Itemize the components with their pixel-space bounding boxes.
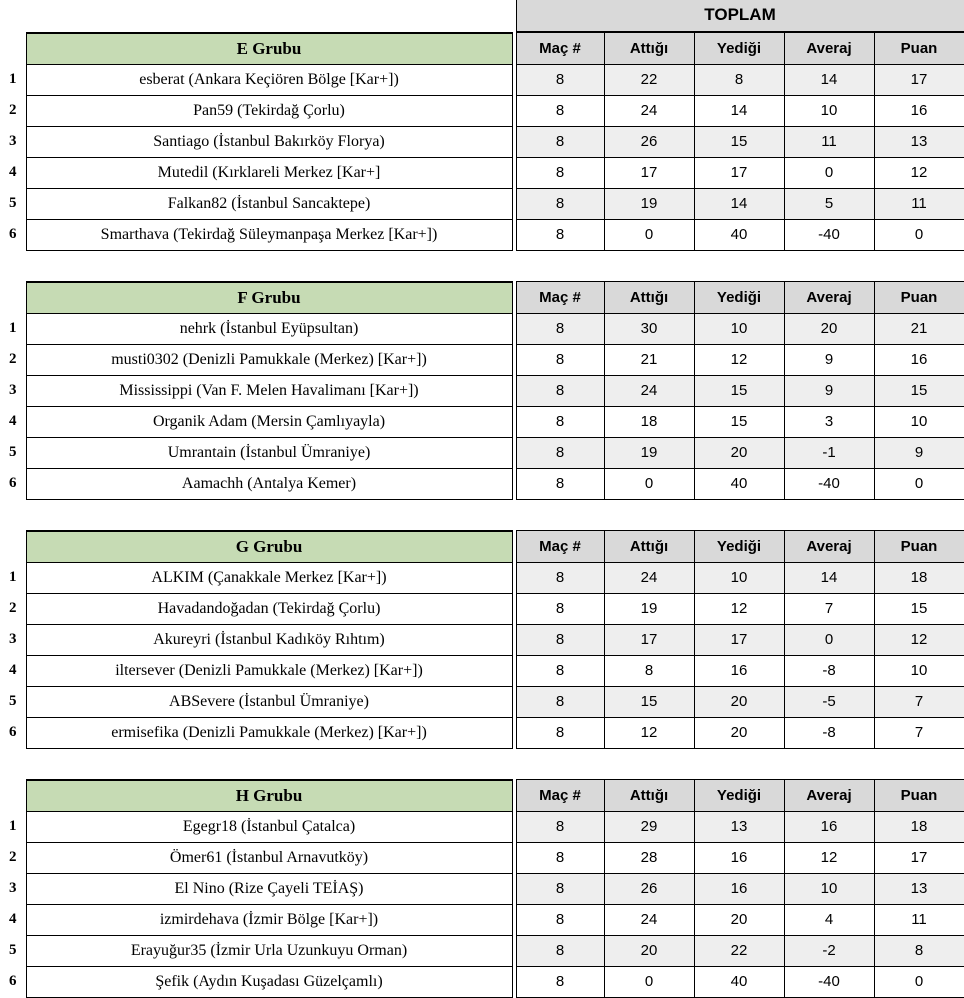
yedigi-cell: 20 — [694, 437, 784, 468]
rank-cell: 1 — [9, 71, 17, 87]
attigi-cell: 21 — [604, 344, 694, 375]
rank-cell: 2 — [9, 351, 17, 367]
team-cell: Aamachh (Antalya Kemer) — [26, 468, 512, 499]
mac-cell: 8 — [516, 406, 604, 437]
yedigi-cell: 12 — [694, 593, 784, 624]
yedigi-cell: 10 — [694, 562, 784, 593]
toplam-header-table — [0, 0, 964, 32]
team-cell: Ömer61 (İstanbul Arnavutköy) — [26, 842, 512, 873]
yedigi-cell: 8 — [694, 64, 784, 95]
empty-cell — [26, 0, 512, 31]
mac-cell: 8 — [516, 468, 604, 499]
rank-cell: 5 — [9, 195, 17, 211]
spacer-row — [0, 748, 964, 779]
table-row — [0, 655, 964, 686]
attigi-cell: 8 — [604, 655, 694, 686]
yedigi-cell: 14 — [694, 188, 784, 219]
empty-cell — [0, 499, 26, 530]
attigi-cell: 29 — [604, 811, 694, 842]
rank-cell: 5 — [9, 444, 17, 460]
team-cell: El Nino (Rize Çayeli TEİAŞ) — [26, 873, 512, 904]
team-cell: Şefik (Aydın Kuşadası Güzelçamlı) — [26, 966, 512, 997]
averaj-cell: -40 — [784, 966, 874, 997]
mac-cell: 8 — [516, 95, 604, 126]
team-cell: Erayuğur35 (İzmir Urla Uzunkuyu Orman) — [26, 935, 512, 966]
yedigi-cell: 40 — [694, 468, 784, 499]
mac-cell: 8 — [516, 935, 604, 966]
table-row — [0, 468, 964, 499]
table-row — [0, 344, 964, 375]
averaj-cell: -5 — [784, 686, 874, 717]
puan-cell: 13 — [874, 873, 964, 904]
empty-cell — [26, 748, 512, 779]
group-name: E Grubu — [26, 33, 512, 65]
rank-cell: 3 — [9, 382, 17, 398]
table-row — [0, 935, 964, 966]
mac-cell: 8 — [516, 811, 604, 842]
mac-cell: 8 — [516, 344, 604, 375]
table-row — [0, 686, 964, 717]
group-name: H Grubu — [26, 780, 512, 812]
yedigi-cell: 40 — [694, 966, 784, 997]
rank-cell: 2 — [9, 849, 17, 865]
puan-cell: 15 — [874, 375, 964, 406]
rank-cell: 1 — [9, 320, 17, 336]
puan-cell: 18 — [874, 562, 964, 593]
col-header-averaj: Averaj — [784, 531, 874, 563]
puan-cell: 0 — [874, 219, 964, 250]
table-row — [0, 406, 964, 437]
averaj-cell: 0 — [784, 624, 874, 655]
team-cell: ALKIM (Çanakkale Merkez [Kar+]) — [26, 562, 512, 593]
averaj-cell: 12 — [784, 842, 874, 873]
table-row — [0, 904, 964, 935]
puan-cell: 17 — [874, 64, 964, 95]
averaj-cell: 5 — [784, 188, 874, 219]
col-header-mac: Maç # — [516, 33, 604, 65]
yedigi-cell: 20 — [694, 904, 784, 935]
col-header-mac: Maç # — [516, 780, 604, 812]
puan-cell: 0 — [874, 468, 964, 499]
rank-cell: 6 — [9, 475, 17, 491]
averaj-cell: 3 — [784, 406, 874, 437]
col-header-mac: Maç # — [516, 282, 604, 314]
averaj-cell: 4 — [784, 904, 874, 935]
mac-cell: 8 — [516, 188, 604, 219]
rank-cell: 1 — [9, 569, 17, 585]
table-row — [0, 811, 964, 842]
attigi-cell: 24 — [604, 562, 694, 593]
table-row — [0, 562, 964, 593]
group-header-row — [0, 33, 964, 65]
empty-cell — [0, 531, 26, 563]
yedigi-cell: 17 — [694, 157, 784, 188]
attigi-cell: 26 — [604, 873, 694, 904]
rank-cell: 6 — [9, 973, 17, 989]
table-row — [0, 966, 964, 997]
table-row — [0, 375, 964, 406]
team-cell: Akureyri (İstanbul Kadıköy Rıhtım) — [26, 624, 512, 655]
col-header-attigi: Attığı — [604, 780, 694, 812]
col-header-averaj: Averaj — [784, 33, 874, 65]
team-cell: ABSevere (İstanbul Ümraniye) — [26, 686, 512, 717]
attigi-cell: 0 — [604, 468, 694, 499]
table-row — [0, 437, 964, 468]
table-row — [0, 313, 964, 344]
rank-cell: 1 — [9, 818, 17, 834]
table-row — [0, 126, 964, 157]
yedigi-cell: 40 — [694, 219, 784, 250]
averaj-cell: 9 — [784, 344, 874, 375]
table-row — [0, 842, 964, 873]
col-header-mac: Maç # — [516, 531, 604, 563]
attigi-cell: 12 — [604, 717, 694, 748]
yedigi-cell: 16 — [694, 655, 784, 686]
puan-cell: 21 — [874, 313, 964, 344]
col-header-attigi: Attığı — [604, 282, 694, 314]
col-header-yedigi: Yediği — [694, 33, 784, 65]
attigi-cell: 17 — [604, 624, 694, 655]
attigi-cell: 28 — [604, 842, 694, 873]
mac-cell: 8 — [516, 624, 604, 655]
col-header-averaj: Averaj — [784, 282, 874, 314]
rank-cell: 4 — [9, 413, 17, 429]
puan-cell: 13 — [874, 126, 964, 157]
mac-cell: 8 — [516, 717, 604, 748]
team-cell: Mutedil (Kırklareli Merkez [Kar+] — [26, 157, 512, 188]
team-cell: musti0302 (Denizli Pamukkale (Merkez) [Kar+]) — [26, 344, 512, 375]
puan-cell: 12 — [874, 157, 964, 188]
rank-cell: 5 — [9, 942, 17, 958]
col-header-averaj: Averaj — [784, 780, 874, 812]
yedigi-cell: 16 — [694, 842, 784, 873]
spacer-row — [0, 250, 964, 281]
averaj-cell: 14 — [784, 64, 874, 95]
team-cell: nehrk (İstanbul Eyüpsultan) — [26, 313, 512, 344]
table-row — [0, 593, 964, 624]
empty-cell — [0, 780, 26, 812]
col-header-yedigi: Yediği — [694, 282, 784, 314]
yedigi-cell: 10 — [694, 313, 784, 344]
yedigi-cell: 15 — [694, 375, 784, 406]
attigi-cell: 20 — [604, 935, 694, 966]
puan-cell: 9 — [874, 437, 964, 468]
puan-cell: 10 — [874, 406, 964, 437]
gray-strip — [516, 499, 964, 530]
gray-strip — [516, 250, 964, 281]
rank-cell: 3 — [9, 880, 17, 896]
mac-cell: 8 — [516, 375, 604, 406]
mac-cell: 8 — [516, 126, 604, 157]
mac-cell: 8 — [516, 873, 604, 904]
averaj-cell: -40 — [784, 468, 874, 499]
empty-cell — [0, 0, 26, 31]
table-row — [0, 219, 964, 250]
col-header-yedigi: Yediği — [694, 780, 784, 812]
puan-cell: 8 — [874, 935, 964, 966]
attigi-cell: 30 — [604, 313, 694, 344]
puan-cell: 17 — [874, 842, 964, 873]
rank-cell: 4 — [9, 164, 17, 180]
attigi-cell: 18 — [604, 406, 694, 437]
mac-cell: 8 — [516, 593, 604, 624]
rank-cell: 4 — [9, 662, 17, 678]
group-name: G Grubu — [26, 531, 512, 563]
empty-cell — [0, 33, 26, 65]
attigi-cell: 19 — [604, 188, 694, 219]
puan-cell: 7 — [874, 686, 964, 717]
team-cell: esberat (Ankara Keçiören Bölge [Kar+]) — [26, 64, 512, 95]
table-row — [0, 95, 964, 126]
group-table-h — [0, 779, 964, 998]
group-header-row — [0, 531, 964, 563]
puan-cell: 11 — [874, 904, 964, 935]
averaj-cell: 7 — [784, 593, 874, 624]
averaj-cell: -40 — [784, 219, 874, 250]
attigi-cell: 24 — [604, 375, 694, 406]
attigi-cell: 24 — [604, 904, 694, 935]
team-cell: iltersever (Denizli Pamukkale (Merkez) [Kar+]) — [26, 655, 512, 686]
table-row — [0, 64, 964, 95]
mac-cell: 8 — [516, 966, 604, 997]
averaj-cell: 10 — [784, 95, 874, 126]
rank-cell: 3 — [9, 133, 17, 149]
group-name: F Grubu — [26, 282, 512, 314]
averaj-cell: 0 — [784, 157, 874, 188]
averaj-cell: 11 — [784, 126, 874, 157]
averaj-cell: 9 — [784, 375, 874, 406]
attigi-cell: 15 — [604, 686, 694, 717]
table-row — [0, 717, 964, 748]
empty-cell — [0, 748, 26, 779]
team-cell: Havadandoğadan (Tekirdağ Çorlu) — [26, 593, 512, 624]
team-cell: Organik Adam (Mersin Çamlıyayla) — [26, 406, 512, 437]
puan-cell: 12 — [874, 624, 964, 655]
spacer-row — [0, 499, 964, 530]
averaj-cell: 20 — [784, 313, 874, 344]
puan-cell: 18 — [874, 811, 964, 842]
empty-cell — [26, 250, 512, 281]
mac-cell: 8 — [516, 157, 604, 188]
rank-cell: 4 — [9, 911, 17, 927]
rank-cell: 6 — [9, 226, 17, 242]
col-header-puan: Puan — [874, 531, 964, 563]
averaj-cell: -8 — [784, 655, 874, 686]
team-cell: ermisefika (Denizli Pamukkale (Merkez) [Kar+]) — [26, 717, 512, 748]
averaj-cell: 14 — [784, 562, 874, 593]
yedigi-cell: 15 — [694, 406, 784, 437]
puan-cell: 7 — [874, 717, 964, 748]
empty-cell — [0, 282, 26, 314]
empty-cell — [0, 250, 26, 281]
team-cell: Pan59 (Tekirdağ Çorlu) — [26, 95, 512, 126]
col-header-attigi: Attığı — [604, 531, 694, 563]
col-header-puan: Puan — [874, 33, 964, 65]
attigi-cell: 0 — [604, 966, 694, 997]
table-row — [0, 873, 964, 904]
rank-cell: 6 — [9, 724, 17, 740]
rank-cell: 2 — [9, 102, 17, 118]
attigi-cell: 19 — [604, 593, 694, 624]
yedigi-cell: 22 — [694, 935, 784, 966]
group-table-g — [0, 530, 964, 779]
group-header-row — [0, 780, 964, 812]
mac-cell: 8 — [516, 904, 604, 935]
col-header-attigi: Attığı — [604, 33, 694, 65]
yedigi-cell: 14 — [694, 95, 784, 126]
puan-cell: 0 — [874, 966, 964, 997]
empty-cell — [26, 499, 512, 530]
mac-cell: 8 — [516, 313, 604, 344]
team-cell: Falkan82 (İstanbul Sancaktepe) — [26, 188, 512, 219]
col-header-puan: Puan — [874, 282, 964, 314]
toplam-label: TOPLAM — [516, 0, 964, 31]
team-cell: Smarthava (Tekirdağ Süleymanpaşa Merkez [Kar+]) — [26, 219, 512, 250]
attigi-cell: 19 — [604, 437, 694, 468]
team-cell: Egegr18 (İstanbul Çatalca) — [26, 811, 512, 842]
col-header-puan: Puan — [874, 780, 964, 812]
attigi-cell: 24 — [604, 95, 694, 126]
attigi-cell: 17 — [604, 157, 694, 188]
mac-cell: 8 — [516, 64, 604, 95]
mac-cell: 8 — [516, 437, 604, 468]
puan-cell: 11 — [874, 188, 964, 219]
gray-strip — [516, 748, 964, 779]
rank-cell: 5 — [9, 693, 17, 709]
table-row — [0, 188, 964, 219]
table-row — [0, 157, 964, 188]
averaj-cell: -8 — [784, 717, 874, 748]
mac-cell: 8 — [516, 842, 604, 873]
puan-cell: 16 — [874, 95, 964, 126]
yedigi-cell: 12 — [694, 344, 784, 375]
yedigi-cell: 15 — [694, 126, 784, 157]
yedigi-cell: 13 — [694, 811, 784, 842]
mac-cell: 8 — [516, 562, 604, 593]
group-table-f — [0, 281, 964, 530]
yedigi-cell: 20 — [694, 717, 784, 748]
team-cell: Umrantain (İstanbul Ümraniye) — [26, 437, 512, 468]
rank-cell: 3 — [9, 631, 17, 647]
mac-cell: 8 — [516, 655, 604, 686]
yedigi-cell: 16 — [694, 873, 784, 904]
yedigi-cell: 20 — [694, 686, 784, 717]
puan-cell: 15 — [874, 593, 964, 624]
team-cell: Santiago (İstanbul Bakırköy Florya) — [26, 126, 512, 157]
averaj-cell: -1 — [784, 437, 874, 468]
averaj-cell: 16 — [784, 811, 874, 842]
table-row — [0, 624, 964, 655]
mac-cell: 8 — [516, 219, 604, 250]
puan-cell: 16 — [874, 344, 964, 375]
mac-cell: 8 — [516, 686, 604, 717]
col-header-yedigi: Yediği — [694, 531, 784, 563]
group-table-e — [0, 32, 964, 281]
attigi-cell: 0 — [604, 219, 694, 250]
toplam-header-row — [0, 0, 964, 31]
yedigi-cell: 17 — [694, 624, 784, 655]
rank-cell: 2 — [9, 600, 17, 616]
team-cell: izmirdehava (İzmir Bölge [Kar+]) — [26, 904, 512, 935]
attigi-cell: 22 — [604, 64, 694, 95]
group-header-row — [0, 282, 964, 314]
puan-cell: 10 — [874, 655, 964, 686]
averaj-cell: -2 — [784, 935, 874, 966]
attigi-cell: 26 — [604, 126, 694, 157]
team-cell: Mississippi (Van F. Melen Havalimanı [Kar+]) — [26, 375, 512, 406]
averaj-cell: 10 — [784, 873, 874, 904]
